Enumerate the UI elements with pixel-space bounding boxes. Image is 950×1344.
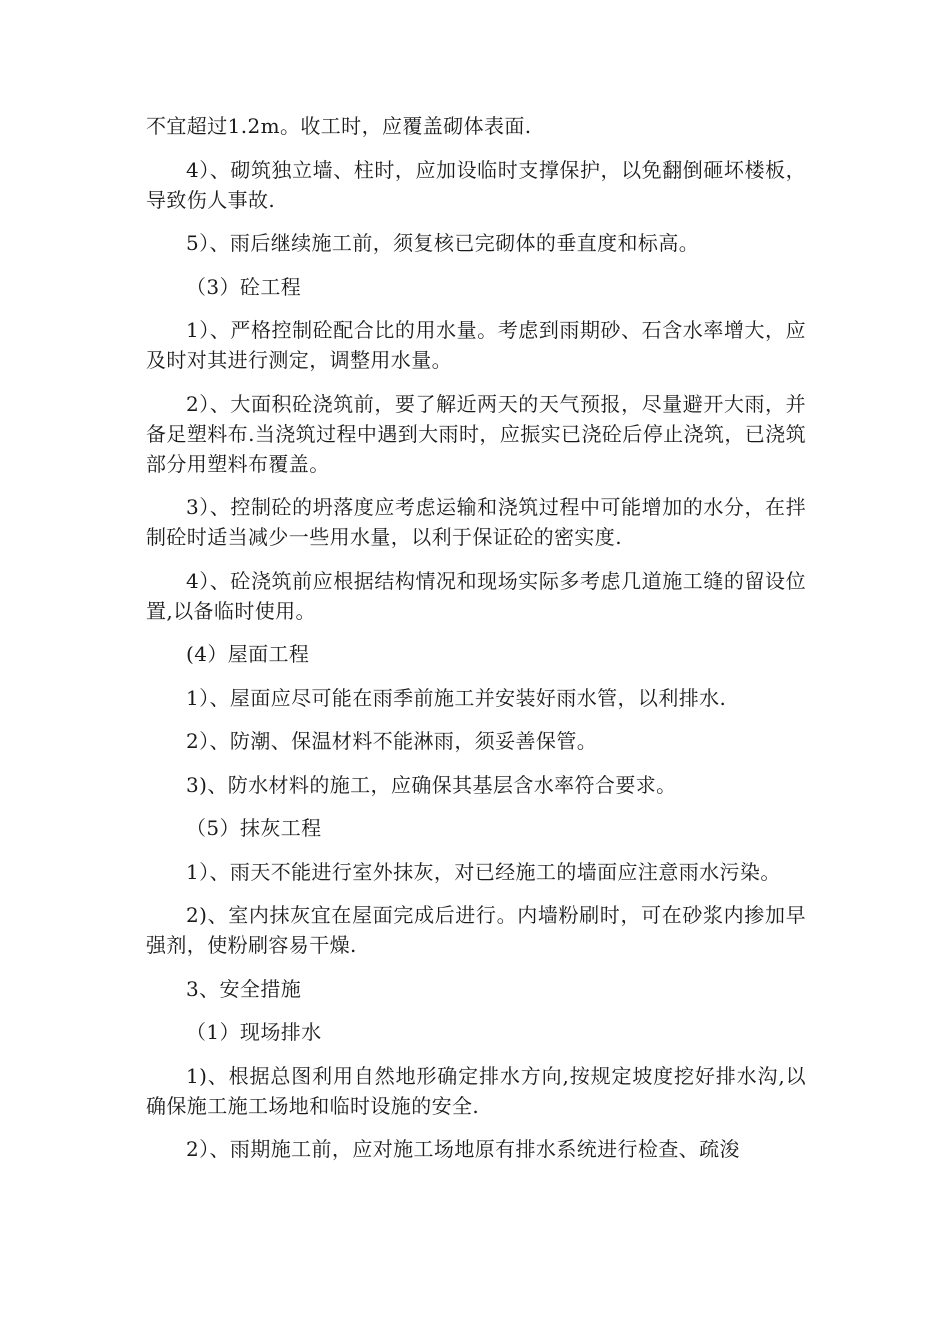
paragraph-item-4-masonry: 4）、砌筑独立墙、柱时，应加设临时支撑保护，以免翻倒砸坏楼板，导致伤人事故. [146, 157, 806, 212]
paragraph-continuation: 不宜超过1.2m。收工时，应覆盖砌体表面. [146, 114, 532, 138]
paragraph-concrete-item-1: 1）、严格控制砼配合比的用水量。考虑到雨期砂、石含水率增大，应及时对其进行测定，调整用水量。 [146, 318, 806, 372]
section-heading-roofing: (4）屋面工程 [186, 642, 310, 666]
section-heading-plastering: （5）抹灰工程 [186, 816, 322, 840]
paragraph-item-5-masonry: 5）、雨后继续施工前，须复核已完砌体的垂直度和标高。 [186, 231, 700, 255]
paragraph-concrete-item-3: 3）、控制砼的坍落度应考虑运输和浇筑过程中可能增加的水分，在拌制砼时适当减少一些用水量，以利于保证砼的密实度. [146, 495, 806, 549]
paragraph-roofing-item-1: 1）、屋面应尽可能在雨季前施工并安装好雨水管，以利排水. [186, 685, 727, 710]
paragraph-concrete-item-4: 4）、砼浇筑前应根据结构情况和现场实际多考虑几道施工缝的留设位置,以备临时使用。 [146, 568, 806, 623]
document-body [146, 111, 806, 1178]
paragraph-concrete-item-2: 2）、大面积砼浇筑前，要了解近两天的天气预报，尽量避开大雨，并备足塑料布.当浇筑过程中遇到大雨时，应振实已浇砼后停止浇筑，已浇筑部分用塑料布覆盖。 [146, 391, 806, 476]
subsection-heading-drainage: （1）现场排水 [186, 1020, 322, 1044]
section-heading-safety: 3、安全措施 [186, 976, 302, 1001]
paragraph-plastering-item-1: 1）、雨天不能进行室外抹灰，对已经施工的墙面应注意雨水污染。 [186, 859, 781, 884]
paragraph-roofing-item-3: 3)、防水材料的施工，应确保其基层含水率符合要求。 [186, 772, 677, 797]
section-heading-concrete: （3）砼工程 [186, 274, 302, 299]
paragraph-plastering-item-2: 2)、室内抹灰宜在屋面完成后进行。内墙粉刷时，可在砂浆内掺加早强剂，使粉刷容易干燥. [146, 903, 806, 957]
paragraph-drainage-item-2: 2）、雨期施工前，应对施工场地原有排水系统进行检查、疏浚 [186, 1137, 740, 1161]
paragraph-drainage-item-1: 1)、根据总图利用自然地形确定排水方向,按规定坡度挖好排水沟,以确保施工施工场地和临时设施的安全. [146, 1063, 806, 1118]
paragraph-roofing-item-2: 2）、防潮、保温材料不能淋雨，须妥善保管。 [186, 729, 598, 753]
